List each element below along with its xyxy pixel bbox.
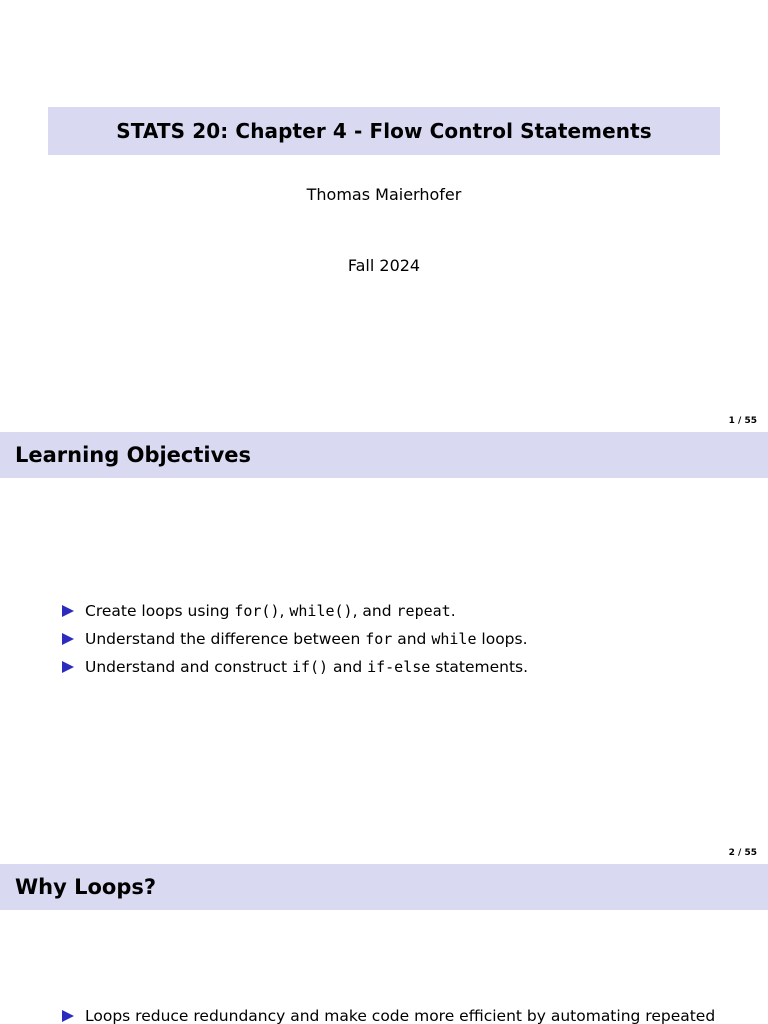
list-item	[62, 1002, 715, 1024]
page-number: 2 / 55	[728, 848, 757, 858]
triangle-right-icon	[62, 633, 74, 645]
list-item	[62, 625, 528, 653]
bullet-list	[62, 597, 528, 681]
presentation-date: Fall 2024	[347, 256, 421, 275]
author-name: Thomas Maierhofer	[306, 185, 462, 204]
bullet-text: Understand and construct if() and if-else statements.	[85, 658, 529, 676]
bullet-text: Understand the difference between for and while loops.	[85, 630, 528, 648]
why-loops-slide	[0, 864, 768, 1024]
frame-title-bar	[0, 864, 768, 910]
triangle-right-icon	[62, 661, 74, 673]
frame-title: Learning Objectives	[15, 443, 252, 467]
triangle-right-icon	[62, 1010, 74, 1022]
page-number: 1 / 55	[728, 416, 757, 426]
title-box	[48, 107, 720, 155]
presentation-title: STATS 20: Chapter 4 - Flow Control Statements	[116, 119, 652, 143]
title-slide	[0, 0, 768, 432]
list-item	[62, 653, 528, 681]
bullet-list	[62, 1002, 715, 1024]
bullet-text: Create loops using for(), while(), and repeat.	[85, 602, 456, 620]
frame-title-bar	[0, 432, 768, 478]
list-item	[62, 597, 528, 625]
learning-objectives-slide	[0, 432, 768, 864]
frame-title: Why Loops?	[15, 875, 157, 899]
bullet-text: Loops reduce redundancy and make code more efficient by automating repeated	[85, 1007, 716, 1024]
triangle-right-icon	[62, 605, 74, 617]
